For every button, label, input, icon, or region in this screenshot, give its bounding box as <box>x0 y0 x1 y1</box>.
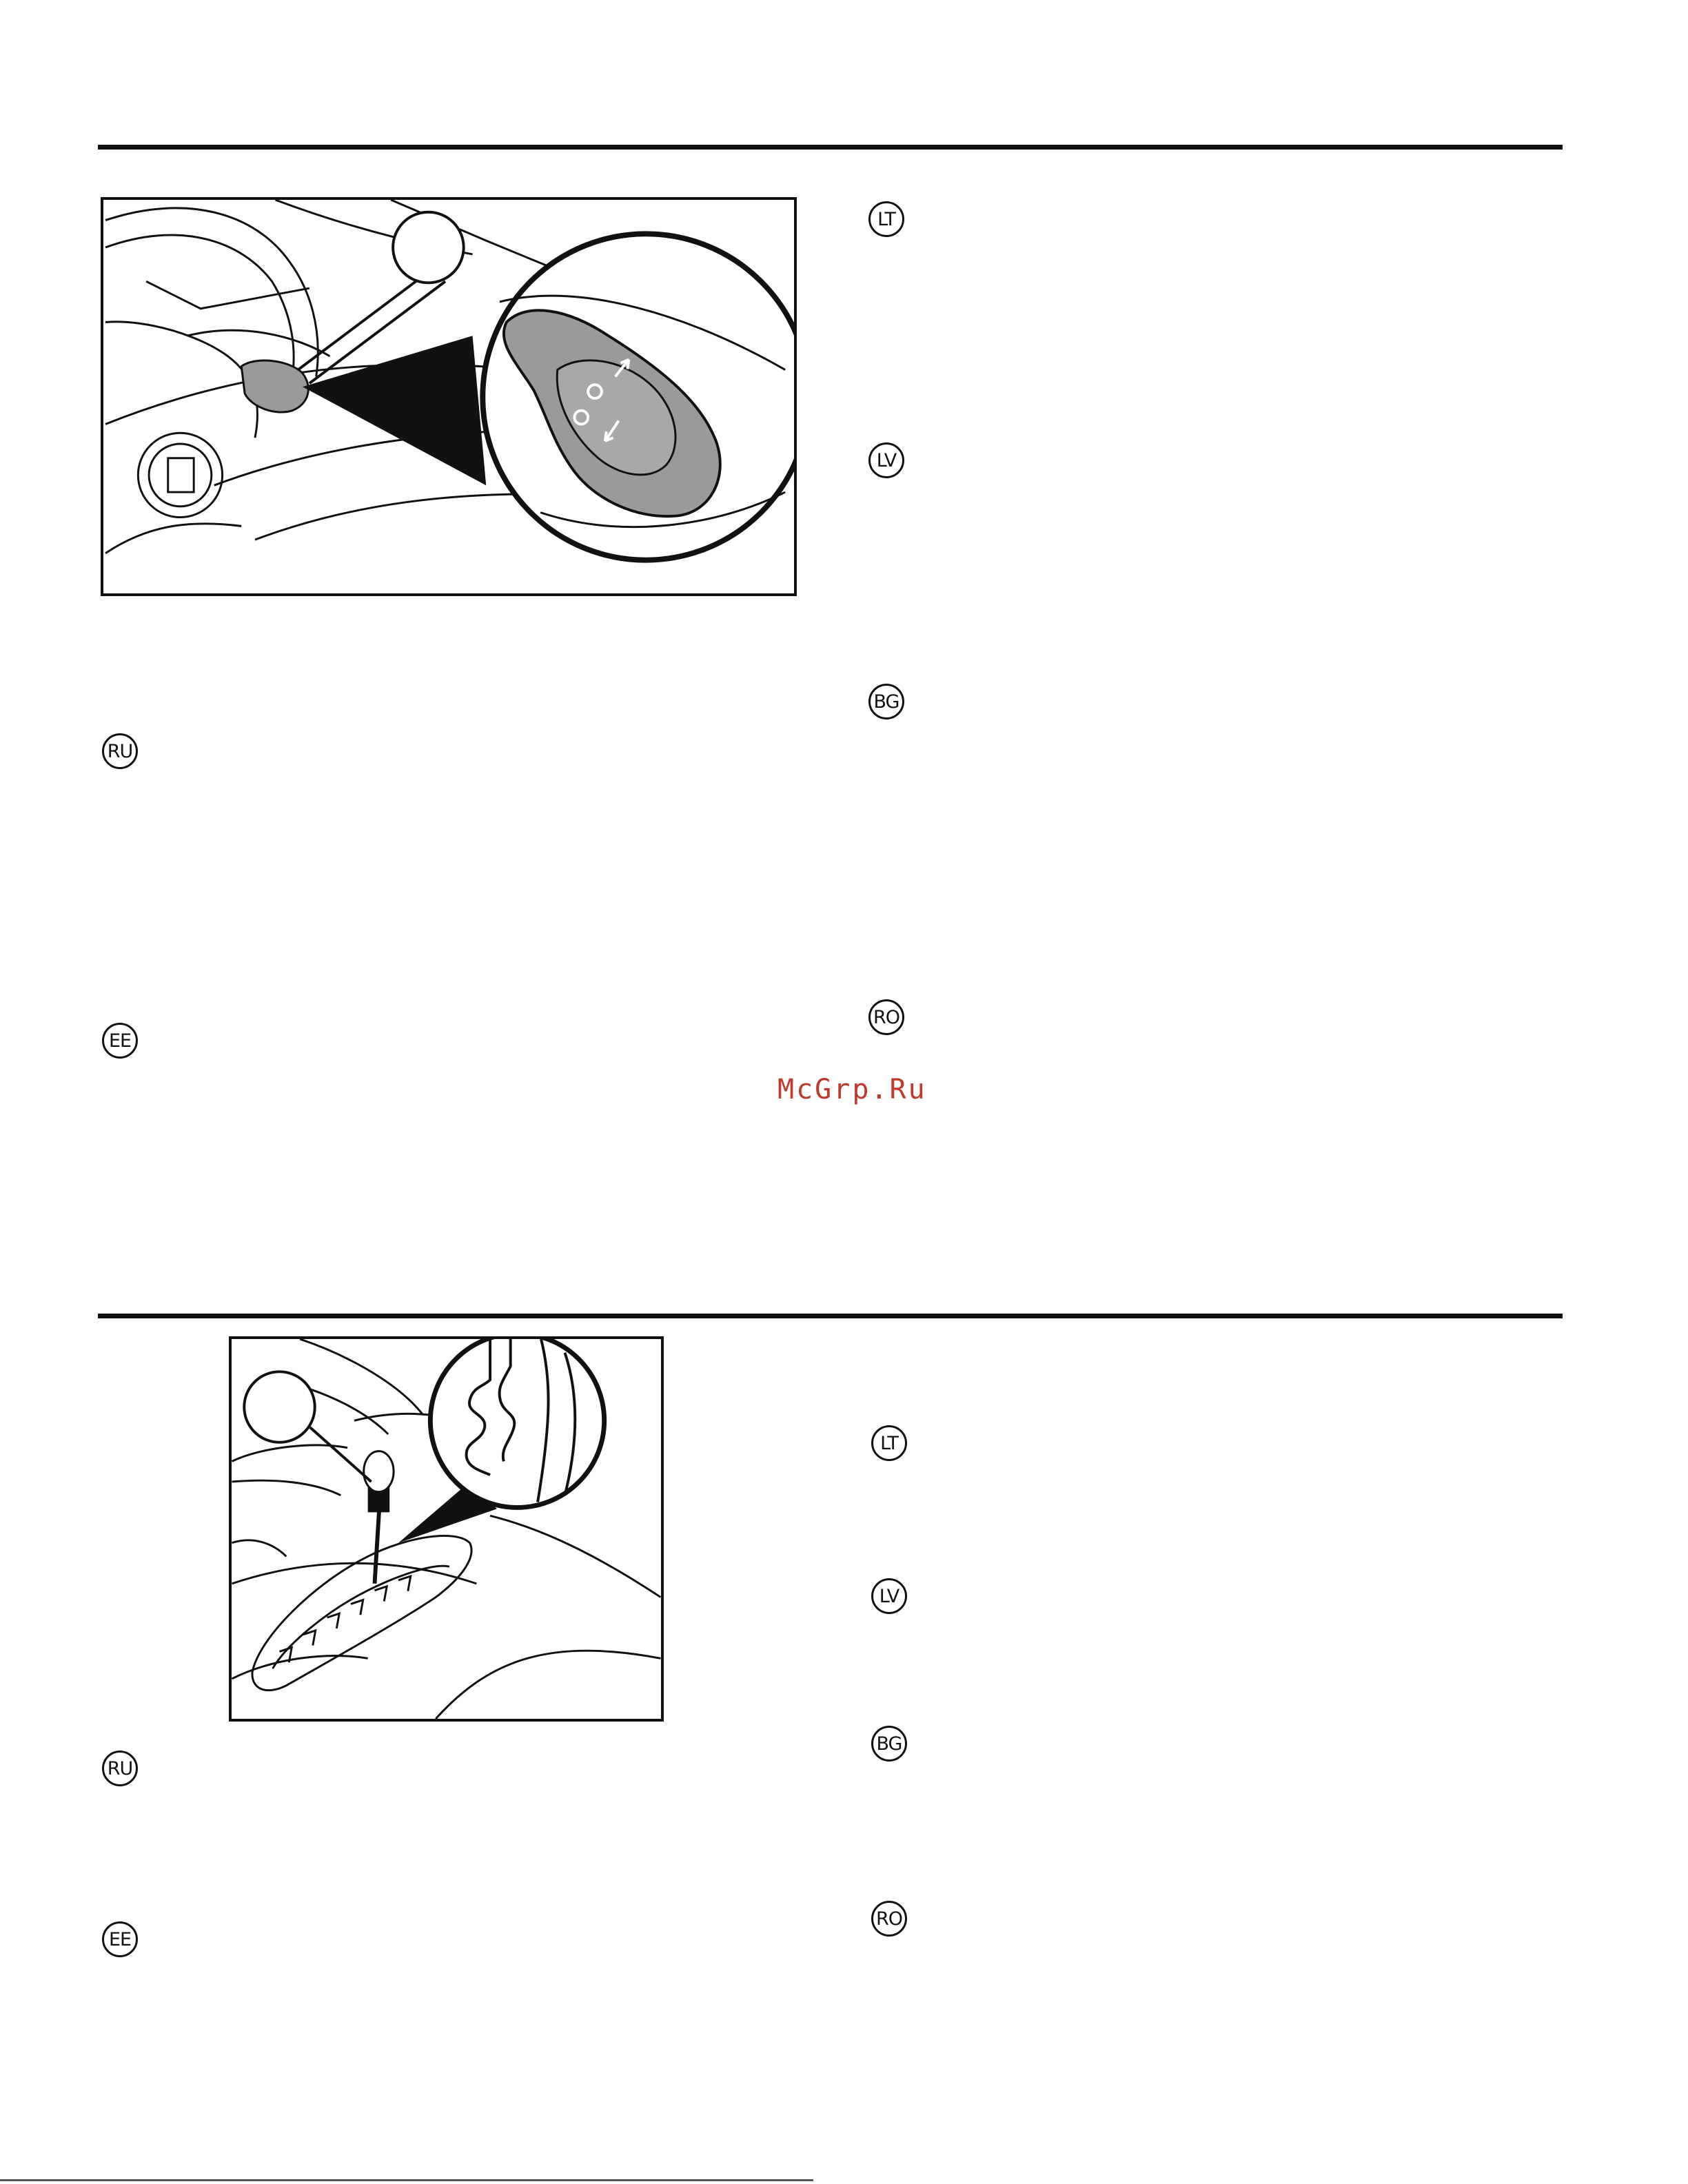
lang-badge-lt: LT <box>868 201 904 237</box>
lang-badge-lt-2: LT <box>871 1425 907 1461</box>
lang-badge-bg: BG <box>868 684 904 720</box>
lang-badge-ro: RO <box>868 999 904 1035</box>
lang-badge-ee-2: EE <box>102 1921 138 1957</box>
lang-badge-ro-2: RO <box>871 1901 907 1937</box>
footer-line <box>0 2179 813 2181</box>
lang-badge-ru-2: RU <box>102 1751 138 1786</box>
cutting-height-lever-icon <box>232 1339 661 1719</box>
watermark: McGrp.Ru <box>777 1074 927 1105</box>
section-rule-top <box>98 145 1563 150</box>
lang-badge-lv-2: LV <box>871 1578 907 1614</box>
section-rule-bottom <box>98 1314 1563 1318</box>
cutting-height-lever-figure <box>229 1336 664 1722</box>
lang-badge-lv: LV <box>868 442 904 478</box>
throttle-lever-figure <box>101 197 797 596</box>
lang-badge-ru: RU <box>102 733 138 769</box>
lang-badge-bg-2: BG <box>871 1726 907 1762</box>
lang-badge-ee: EE <box>102 1023 138 1059</box>
throttle-lever-icon <box>103 200 794 593</box>
